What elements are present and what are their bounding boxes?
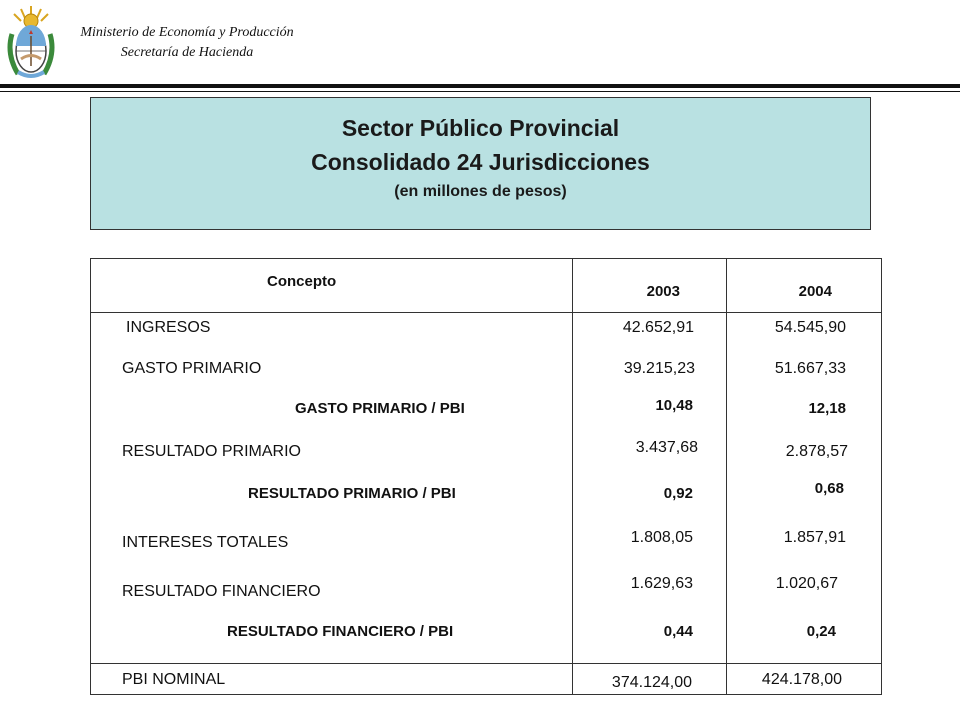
row-label: INGRESOS xyxy=(126,319,211,336)
row-label: RESULTADO FINANCIERO xyxy=(122,583,321,600)
title-units: (en millones de pesos) xyxy=(394,183,567,200)
row-label: GASTO PRIMARIO xyxy=(122,360,262,377)
secretariat-name: Secretaría de Hacienda xyxy=(120,45,254,60)
row-label: RESULTADO PRIMARIO xyxy=(122,443,301,460)
row-label: RESULTADO FINANCIERO / PBI xyxy=(227,623,454,640)
row-value-2004: 1.020,67 xyxy=(775,575,838,592)
row-label: GASTO PRIMARIO / PBI xyxy=(295,400,465,417)
row-value-2003: 3.437,68 xyxy=(635,439,698,456)
ministry-name: Ministerio de Economía y Producción xyxy=(80,25,294,40)
row-value-2003: 42.652,91 xyxy=(622,319,694,336)
coat-of-arms-seal-icon xyxy=(4,4,58,82)
row-value-2003: 1.808,05 xyxy=(630,529,693,546)
row-value-2004: 2.878,57 xyxy=(785,443,848,460)
column-header-2004: 2004 xyxy=(798,283,832,300)
row-label: INTERESES TOTALES xyxy=(122,534,289,551)
row-value-2003: 10,48 xyxy=(655,397,693,414)
title-secondary: Consolidado 24 Jurisdicciones xyxy=(311,149,650,175)
row-value-2004: 0,68 xyxy=(814,480,844,497)
row-value-2004: 424.178,00 xyxy=(761,671,842,688)
header-divider-thick xyxy=(0,84,960,88)
title-main: Sector Público Provincial xyxy=(341,115,620,141)
row-label: PBI NOMINAL xyxy=(122,671,226,688)
row-value-2003: 0,92 xyxy=(663,485,693,502)
row-value-2003: 39.215,23 xyxy=(623,360,695,377)
footer-row-divider xyxy=(90,663,882,664)
row-value-2003: 374.124,00 xyxy=(611,674,692,691)
row-label: RESULTADO PRIMARIO / PBI xyxy=(248,485,456,502)
row-value-2003: 1.629,63 xyxy=(630,575,693,592)
header-row-divider xyxy=(90,312,882,313)
column-header-concepto: Concepto xyxy=(267,273,337,290)
row-value-2004: 1.857,91 xyxy=(783,529,846,546)
row-value-2004: 54.545,90 xyxy=(774,319,846,336)
header-divider-thin xyxy=(0,91,960,92)
row-value-2003: 0,44 xyxy=(663,623,693,640)
row-value-2004: 51.667,33 xyxy=(774,360,846,377)
row-value-2004: 12,18 xyxy=(808,400,846,417)
column-header-2003: 2003 xyxy=(646,283,680,300)
row-value-2004: 0,24 xyxy=(806,623,836,640)
